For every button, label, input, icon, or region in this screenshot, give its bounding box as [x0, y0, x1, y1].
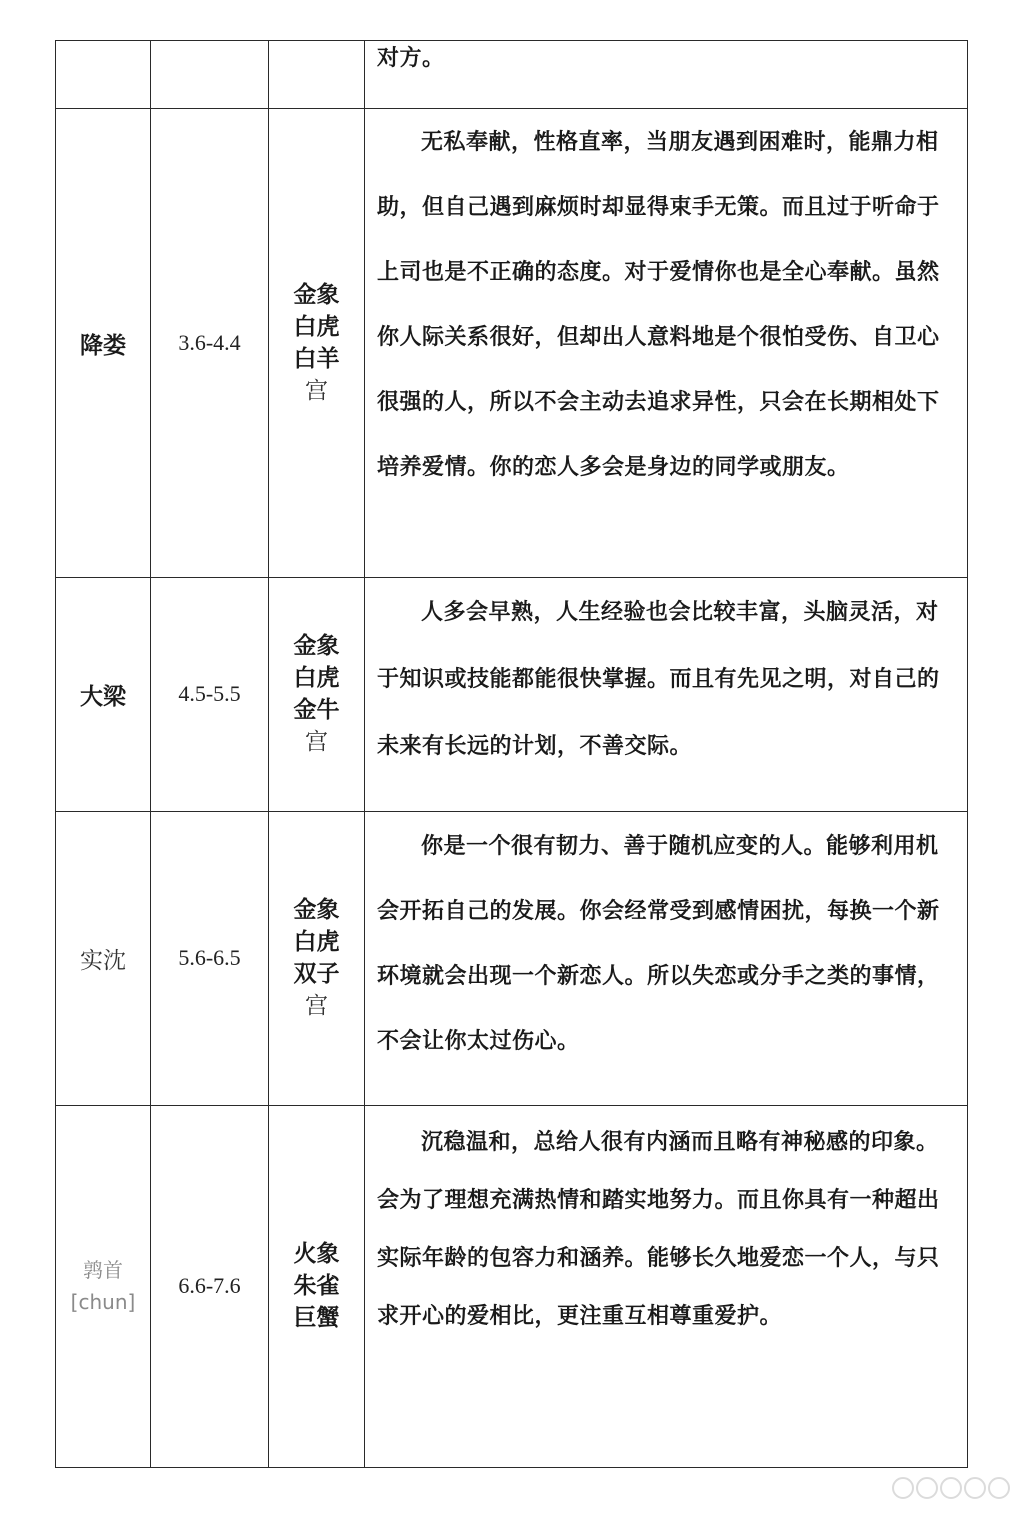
name-cell: [56, 41, 151, 109]
description-text: 对方。: [377, 46, 445, 71]
name-text: 降娄: [80, 332, 126, 359]
table-row: [56, 109, 968, 578]
palace-cell: [269, 578, 365, 811]
guardian-text: 白虎: [293, 314, 340, 341]
guardian-text: 白虎: [293, 665, 340, 692]
guardian-text: 白虎: [293, 929, 340, 956]
date-cell: [151, 811, 269, 1105]
palace-cell: [269, 811, 365, 1105]
table-row: [56, 41, 968, 109]
date-text: 5.6-6.5: [178, 945, 241, 971]
element-text: 金象: [293, 897, 340, 924]
guardian-text: 朱雀: [293, 1273, 340, 1300]
zodiac-text: 金牛: [293, 697, 340, 724]
name-text: 实沈: [80, 947, 126, 974]
description-cell: [365, 41, 968, 109]
date-text: 4.5-5.5: [178, 681, 241, 707]
date-cell: [151, 1105, 269, 1467]
watermark: [892, 1471, 1010, 1505]
table-row: [56, 578, 968, 811]
palace-suffix-text: 宫: [305, 378, 328, 405]
name-text: 大梁: [80, 683, 126, 710]
table-row: [56, 1105, 968, 1467]
date-text: 3.6-4.4: [178, 330, 241, 356]
weibo-logo-icon: [964, 1477, 986, 1499]
pinyin-text: [chun]: [70, 1290, 136, 1315]
description-text: 无私奉献，性格直率，当朋友遇到困难时，能鼎力相助，但自己遇到麻烦时却显得束手无策。而且过于听命于上司也是不正确的态度。对于爱情你也是全心奉献。虽然你人际关系很好，但却出人意料地是个很怕受伤、自卫心很强的人，所以不会主动去追求异性，只会在长期相处下培养爱情。你的恋人多会是身边的同学或朋友。: [377, 130, 940, 481]
element-text: 金象: [293, 282, 340, 309]
weibo-logo-icon: [916, 1477, 938, 1499]
description-text: 人多会早熟，人生经验也会比较丰富，头脑灵活，对于知识或技能都能很快掌握。而且有先见之明，对自己的未来有长远的计划，不善交际。: [377, 600, 940, 760]
name-cell: [56, 811, 151, 1105]
name-cell: [56, 1105, 151, 1467]
zodiac-text: 巨蟹: [293, 1305, 340, 1332]
palace-suffix-text: 宫: [305, 993, 328, 1020]
date-cell: [151, 578, 269, 811]
description-cell: [365, 811, 968, 1105]
table-row: [56, 811, 968, 1105]
name-cell: [56, 578, 151, 811]
description-cell: [365, 578, 968, 811]
name-cell: [56, 109, 151, 578]
weibo-logo-icon: [988, 1477, 1010, 1499]
weibo-logo-icon: [892, 1477, 914, 1499]
zodiac-text: 白羊: [293, 346, 340, 373]
palace-cell: [269, 1105, 365, 1467]
element-text: 金象: [293, 633, 340, 660]
date-cell: [151, 41, 269, 109]
description-text: 沉稳温和，总给人很有内涵而且略有神秘感的印象。会为了理想充满热情和踏实地努力。而且你具有一种超出实际年龄的包容力和涵养。能够长久地爱恋一个人，与只求开心的爱相比，更注重互相尊重爱护。: [377, 1129, 940, 1329]
description-text: 你是一个很有韧力、善于随机应变的人。能够利用机会开拓自己的发展。你会经常受到感情困扰，每换一个新环境就会出现一个新恋人。所以失恋或分手之类的事情，不会让你太过伤心。: [377, 833, 940, 1054]
description-cell: [365, 109, 968, 578]
palace-cell: [269, 109, 365, 578]
date-cell: [151, 109, 269, 578]
zodiac-text: 双子: [293, 961, 340, 988]
description-cell: [365, 1105, 968, 1467]
palace-suffix-text: 宫: [305, 729, 328, 756]
weibo-logo-icon: [940, 1477, 962, 1499]
palace-cell: [269, 41, 365, 109]
element-text: 火象: [293, 1241, 340, 1268]
constellation-table: [55, 40, 968, 1468]
date-text: 6.6-7.6: [178, 1273, 241, 1299]
name-text: 鹑首: [83, 1258, 123, 1283]
